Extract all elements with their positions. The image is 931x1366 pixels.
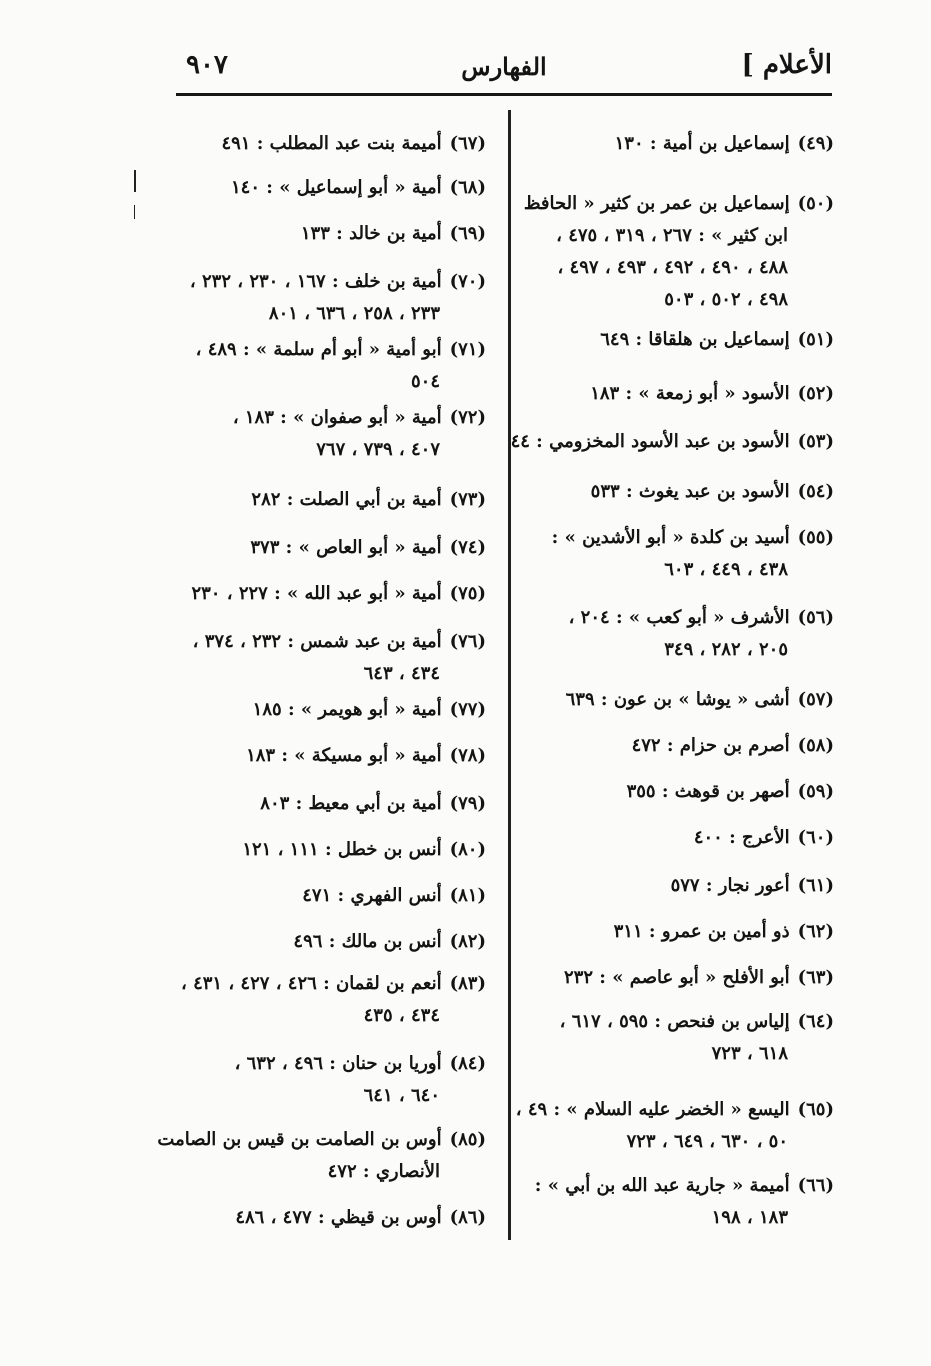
entry-text: أميمة « جارية عبد الله بن أبي » : [534, 1175, 790, 1196]
entry-first-line [186, 484, 486, 516]
index-entry [528, 602, 834, 666]
entry-continuation-line: ٦٤٠ ، ٦٤١ [363, 1085, 440, 1106]
entry-text: الأسود بن عبد الأسود المخزومي : ٤٤ [510, 431, 790, 452]
entry-text: أبو الأفلح « أبو عاصم » : ٢٣٢ [564, 967, 790, 988]
index-entry [510, 426, 834, 458]
entry-number: (٦١) [797, 875, 834, 896]
entry-number: (٥٢) [797, 383, 834, 404]
entry-number: (٦٥) [797, 1099, 834, 1120]
index-entry [186, 218, 486, 250]
entry-text: ذو أمين بن عمرو : ٣١١ [613, 921, 790, 942]
entry-first-line [528, 870, 834, 902]
index-entry [515, 1094, 834, 1158]
entry-first-line [186, 218, 486, 250]
entry-continuation-line: ٢٣٣ ، ٢٥٨ ، ٦٣٦ ، ٨٠١ [268, 303, 440, 324]
entry-number: (٨٠) [449, 839, 486, 860]
entry-first-line [186, 880, 486, 912]
index-entry [186, 334, 486, 398]
entry-number: (٦٩) [449, 223, 486, 244]
header-rule [176, 93, 832, 96]
entry-text: إسماعيل بن عمر بن كثير « الحافظ [523, 193, 790, 214]
entry-text: أمية بن أبي معيط : ٨٠٣ [260, 793, 442, 814]
index-entry [528, 378, 834, 410]
entry-first-line [510, 426, 834, 458]
entry-text: إلياس بن فنحص : ٥٩٥ ، ٦١٧ ، [559, 1011, 790, 1032]
entry-text: أمية « أبو مسيكة » : ١٨٣ [246, 745, 442, 766]
entry-first-line [186, 694, 486, 726]
entry-first-line [528, 730, 834, 762]
entry-number: (٨٥) [449, 1129, 486, 1150]
entry-first-line [528, 822, 834, 854]
entry-text: أسيد بن كلدة « أبو الأشدين » : [551, 527, 790, 548]
entry-number: (٥٣) [797, 431, 834, 452]
index-entry [186, 172, 486, 204]
entry-number: (٥١) [797, 329, 834, 350]
entry-first-line [528, 916, 834, 948]
index-entry [528, 1170, 834, 1234]
entry-text: أمية « أبو صفوان » : ١٨٣ ، [232, 407, 442, 428]
index-entry [528, 1006, 834, 1070]
entry-number: (٧٩) [449, 793, 486, 814]
index-entry [186, 740, 486, 772]
index-entry [528, 916, 834, 948]
index-entry [186, 834, 486, 866]
index-entry [180, 968, 486, 1032]
entry-first-line [186, 172, 486, 204]
entry-continuation-line: ٤٣٤ ، ٤٣٥ [363, 1005, 440, 1026]
entry-first-line [186, 334, 486, 366]
entry-first-line [528, 602, 834, 634]
entry-text: أنس بن مالك : ٤٩٦ [293, 931, 442, 952]
entry-number: (٥٥) [797, 527, 834, 548]
index-entry [186, 266, 486, 330]
index-entry [186, 926, 486, 958]
entry-first-line [528, 476, 834, 508]
entry-first-line [523, 188, 834, 220]
index-entry [186, 880, 486, 912]
entry-number: (٧٠) [449, 271, 486, 292]
entry-number: (٦٢) [797, 921, 834, 942]
index-entry [528, 730, 834, 762]
entry-first-line [186, 788, 486, 820]
entry-number: (٧٢) [449, 407, 486, 428]
index-entry [528, 476, 834, 508]
entry-number: (٧٦) [449, 631, 486, 652]
entry-first-line [186, 834, 486, 866]
entry-text: أصرم بن حزام : ٤٧٢ [631, 735, 790, 756]
entry-first-line [186, 1202, 486, 1234]
entry-first-line [528, 1006, 834, 1038]
entry-first-line [186, 926, 486, 958]
index-entry [528, 962, 834, 994]
entry-text: أبو أمية « أبو أم سلمة » : ٤٨٩ ، [195, 339, 442, 360]
entry-text: أوس بن الصامت بن قيس بن الصامت [157, 1129, 442, 1150]
index-entry [528, 822, 834, 854]
entry-number: (٨٣) [449, 973, 486, 994]
entry-number: (٥٠) [797, 193, 834, 214]
entry-text: أمية « أبو العاص » : ٣٧٣ [250, 537, 442, 558]
entry-first-line [186, 128, 486, 160]
index-entry [186, 788, 486, 820]
margin-mark [134, 205, 135, 219]
index-entry [186, 1048, 486, 1112]
index-entry [186, 484, 486, 516]
index-entry [157, 1124, 486, 1188]
entry-continuation-line: ٤٣٨ ، ٤٤٩ ، ٦٠٣ [664, 559, 788, 580]
entry-number: (٨٦) [449, 1207, 486, 1228]
entry-text: أميمة بنت عبد المطلب : ٤٩١ [221, 133, 442, 154]
entry-text: أوس بن قيظي : ٤٧٧ ، ٤٨٦ [235, 1207, 442, 1228]
entry-text: أمية « أبو هويمر » : ١٨٥ [252, 699, 442, 720]
entry-first-line [515, 1094, 834, 1126]
entry-number: (٨١) [449, 885, 486, 906]
entry-number: (٥٧) [797, 689, 834, 710]
entry-first-line [186, 402, 486, 434]
entry-number: (٨٢) [449, 931, 486, 952]
index-entry [186, 1202, 486, 1234]
entry-first-line [186, 532, 486, 564]
running-title: الفهارس [461, 52, 547, 81]
entry-continuation-line: ٦١٨ ، ٧٢٣ [711, 1043, 788, 1064]
index-entry [528, 776, 834, 808]
entry-number: (٦٣) [797, 967, 834, 988]
entry-number: (٧٤) [449, 537, 486, 558]
index-entry [186, 626, 486, 690]
index-entry [528, 870, 834, 902]
entry-continuation-line: ٥٠٤ [410, 371, 440, 392]
entry-text: أعور نجار : ٥٧٧ [670, 875, 790, 896]
entry-continuation-line: ٤٩٨ ، ٥٠٢ ، ٥٠٣ [664, 289, 788, 310]
entry-number: (٤٩) [797, 133, 834, 154]
entry-number: (٧٣) [449, 489, 486, 510]
entry-number: (٧٨) [449, 745, 486, 766]
index-entry [528, 128, 834, 160]
page-header [176, 48, 832, 88]
entry-text: أمية « أبو إسماعيل » : ١٤٠ [231, 177, 442, 198]
entry-continuation-line: ٢٠٥ ، ٢٨٢ ، ٣٤٩ [664, 639, 788, 660]
entry-continuation-line: ٥٠ ، ٦٣٠ ، ٦٤٩ ، ٧٢٣ [626, 1131, 788, 1152]
index-entry [186, 532, 486, 564]
entry-number: (٥٨) [797, 735, 834, 756]
entry-first-line [180, 968, 486, 1000]
entry-text: الأسود بن عبد يغوث : ٥٣٣ [590, 481, 790, 502]
entry-continuation-line: ٤٨٨ ، ٤٩٠ ، ٤٩٢ ، ٤٩٣ ، ٤٩٧ ، [557, 257, 788, 278]
entry-number: (٥٦) [797, 607, 834, 628]
entry-text: إسماعيل بن أمية : ١٣٠ [614, 133, 790, 154]
entry-text: أمية بن عبد شمس : ٢٣٢ ، ٣٧٤ ، [192, 631, 442, 652]
entry-text: أمية بن أبي الصلت : ٢٨٢ [251, 489, 442, 510]
index-entry [528, 522, 834, 586]
entry-first-line [186, 266, 486, 298]
entry-text: إسماعيل بن هلقاقا : ٦٤٩ [600, 329, 790, 350]
entry-number: (٦٦) [797, 1175, 834, 1196]
index-entry [528, 684, 834, 716]
entry-first-line [528, 378, 834, 410]
entry-first-line [186, 1048, 486, 1080]
entry-continuation-line: الأنصاري : ٤٧٢ [327, 1161, 440, 1182]
entry-number: (٦٠) [797, 827, 834, 848]
entry-text: أمية بن خالد : ١٣٣ [300, 223, 442, 244]
entry-text: أمية بن خلف : ١٦٧ ، ٢٣٠ ، ٢٣٢ ، [189, 271, 442, 292]
entry-number: (٥٩) [797, 781, 834, 802]
entry-first-line [186, 626, 486, 658]
entry-number: (٧١) [449, 339, 486, 360]
index-entry [186, 578, 486, 610]
column-divider [508, 110, 511, 1240]
entry-first-line [528, 324, 834, 356]
entry-text: أوريا بن حنان : ٤٩٦ ، ٦٣٢ ، [234, 1053, 442, 1074]
entry-text: أشى « يوشا » بن عون : ٦٣٩ [565, 689, 790, 710]
entry-continuation-line: ٤٣٤ ، ٦٤٣ [363, 663, 440, 684]
entry-first-line [528, 776, 834, 808]
page-number: ٩٠٧ [186, 50, 228, 80]
entry-continuation-line: ابن كثير » : ٢٦٧ ، ٣١٩ ، ٤٧٥ ، [556, 225, 788, 246]
entry-text: الأسود « أبو زمعة » : ١٨٣ [590, 383, 790, 404]
entry-number: (٦٤) [797, 1011, 834, 1032]
entry-first-line [528, 128, 834, 160]
entry-number: (٨٤) [449, 1053, 486, 1074]
section-title: الأعلام ] [741, 50, 832, 80]
entry-text: الأعرج : ٤٠٠ [693, 827, 790, 848]
entry-first-line [528, 962, 834, 994]
entry-text: أمية « أبو عبد الله » : ٢٢٧ ، ٢٣٠ [191, 583, 442, 604]
entry-first-line [528, 1170, 834, 1202]
entry-continuation-line: ١٨٣ ، ١٩٨ [711, 1207, 788, 1228]
entry-number: (٦٧) [449, 133, 486, 154]
entry-number: (٧٥) [449, 583, 486, 604]
entry-first-line [186, 578, 486, 610]
entry-text: أنس بن خطل : ١١١ ، ١٢١ [242, 839, 442, 860]
entry-number: (٥٤) [797, 481, 834, 502]
entry-first-line [186, 740, 486, 772]
entry-number: (٦٨) [449, 177, 486, 198]
entry-text: اليسع « الخضر عليه السلام » : ٤٩ ، [515, 1099, 790, 1120]
index-entry [186, 402, 486, 466]
entry-number: (٧٧) [449, 699, 486, 720]
index-entry [523, 188, 834, 316]
entry-first-line [157, 1124, 486, 1156]
entry-text: أنس الفهري : ٤٧١ [302, 885, 442, 906]
entry-first-line [528, 684, 834, 716]
entry-text: أنعم بن لقمان : ٤٢٦ ، ٤٢٧ ، ٤٣١ ، [180, 973, 442, 994]
entry-text: الأشرف « أبو كعب » : ٢٠٤ ، [568, 607, 790, 628]
index-entry [186, 694, 486, 726]
entry-first-line [528, 522, 834, 554]
margin-mark [134, 170, 136, 192]
entry-text: أصهر بن قوهث : ٣٥٥ [626, 781, 790, 802]
index-entry [528, 324, 834, 356]
entry-continuation-line: ٤٠٧ ، ٧٣٩ ، ٧٦٧ [316, 439, 440, 460]
index-entry [186, 128, 486, 160]
